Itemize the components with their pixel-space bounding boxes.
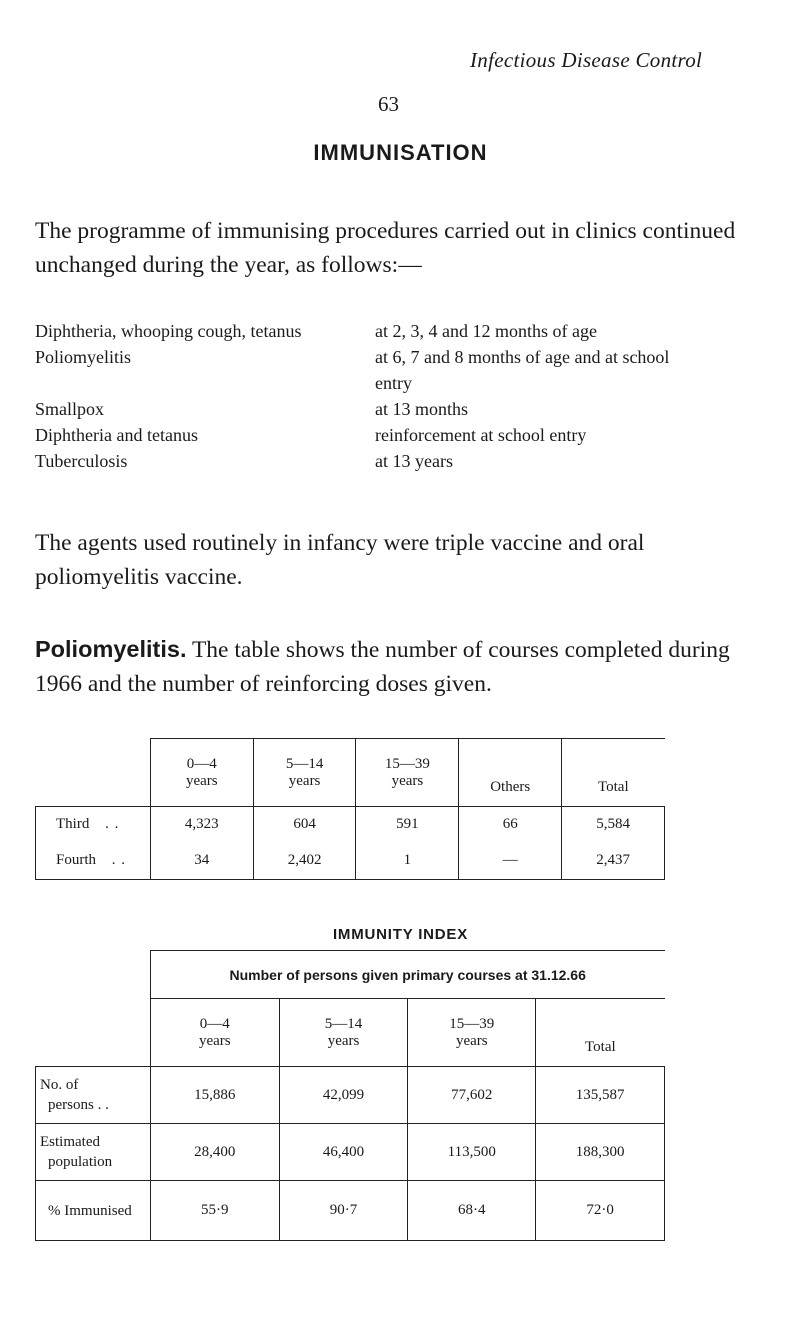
schedule-vaccine: Poliomyelitis — [35, 347, 132, 367]
column-header: 0—4 years — [150, 739, 253, 807]
table-header-row — [36, 999, 665, 1067]
schedule-row — [35, 422, 775, 448]
polio-courses-table — [35, 738, 665, 880]
row-label: % Immunised — [36, 1181, 151, 1241]
schedule-row — [35, 396, 775, 422]
row-label: Estimated population — [36, 1124, 151, 1181]
row-label: No. of persons . . — [36, 1067, 151, 1124]
schedule-vaccine: Diphtheria, whooping cough, tetanus — [35, 321, 302, 341]
table-cell: 77,602 — [408, 1067, 536, 1124]
column-header: 5—14 years — [253, 739, 356, 807]
schedule-row — [35, 448, 775, 474]
table-row — [36, 1181, 665, 1241]
table-cell: 28,400 — [150, 1124, 279, 1181]
table-cell: 2,437 — [562, 842, 665, 880]
table-cell: 42,099 — [279, 1067, 408, 1124]
table-cell: 68·4 — [408, 1181, 536, 1241]
polio-heading: Poliomyelitis. — [35, 636, 187, 662]
table-cell: 90·7 — [279, 1181, 408, 1241]
corner-cell — [36, 951, 151, 999]
table-cell: — — [459, 842, 562, 880]
table-row — [36, 1124, 665, 1181]
page-number: 63 — [378, 92, 399, 116]
table-cell: 55·9 — [150, 1181, 279, 1241]
table-cell: 46,400 — [279, 1124, 408, 1181]
section-title: IMMUNISATION — [313, 140, 488, 165]
schedule-row — [35, 344, 775, 396]
table-cell: 113,500 — [408, 1124, 536, 1181]
column-header: Total — [536, 999, 665, 1067]
table-cell: 34 — [150, 842, 253, 880]
table-cell: 72·0 — [536, 1181, 665, 1241]
table-cell: 188,300 — [536, 1124, 665, 1181]
column-header: Total — [562, 739, 665, 807]
table-cell: 1 — [356, 842, 459, 880]
schedule-vaccine: Smallpox — [35, 399, 105, 419]
agents-paragraph: The agents used routinely in infancy were triple vaccine and oral poliomyelitis vaccine. — [35, 530, 645, 590]
schedule-timing: at 6, 7 and 8 months of age and at school entry — [375, 347, 670, 393]
column-header: 15—39 years — [356, 739, 459, 807]
corner-cell — [36, 999, 151, 1067]
table-cell: 15,886 — [150, 1067, 279, 1124]
polio-paragraph — [35, 632, 755, 701]
table-row — [36, 807, 665, 842]
table-cell: 4,323 — [150, 807, 253, 842]
table-cell: 135,587 — [536, 1067, 665, 1124]
schedule-vaccine: Tuberculosis — [35, 451, 128, 471]
schedule-timing: at 13 years — [375, 451, 453, 471]
column-header: Others — [459, 739, 562, 807]
schedule-timing: at 13 months — [375, 399, 468, 419]
table-row — [36, 842, 665, 880]
immunisation-schedule — [35, 318, 775, 474]
intro-paragraph: The programme of immunising procedures carried out in clinics continued unchanged during the year, as follows:— — [35, 218, 736, 278]
column-header: 0—4 years — [150, 999, 279, 1067]
corner-cell — [36, 739, 151, 807]
immunity-index-title: IMMUNITY INDEX — [332, 926, 469, 943]
column-header: 15—39 years — [408, 999, 536, 1067]
immunity-index-table — [35, 950, 665, 1241]
row-label: Fourth . . — [36, 842, 151, 880]
table-cell: 66 — [459, 807, 562, 842]
row-label: Third . . — [36, 807, 151, 842]
schedule-timing: reinforcement at school entry — [375, 425, 587, 445]
schedule-vaccine: Diphtheria and tetanus — [35, 425, 198, 445]
polio-text: The table shows the number of courses completed during 1966 and the number of reinforcing doses given. — [35, 637, 730, 697]
table-header-row — [36, 739, 665, 807]
group-header-row — [36, 951, 665, 999]
table-cell: 2,402 — [253, 842, 356, 880]
table-cell: 591 — [356, 807, 459, 842]
table-cell: 5,584 — [562, 807, 665, 842]
table-row — [36, 1067, 665, 1124]
table-cell: 604 — [253, 807, 356, 842]
column-header: 5—14 years — [279, 999, 408, 1067]
schedule-timing: at 2, 3, 4 and 12 months of age — [375, 321, 597, 341]
running-title: Infectious Disease Control — [470, 48, 703, 72]
schedule-row — [35, 318, 775, 344]
group-header: Number of persons given primary courses at 31.12.66 — [150, 951, 664, 999]
